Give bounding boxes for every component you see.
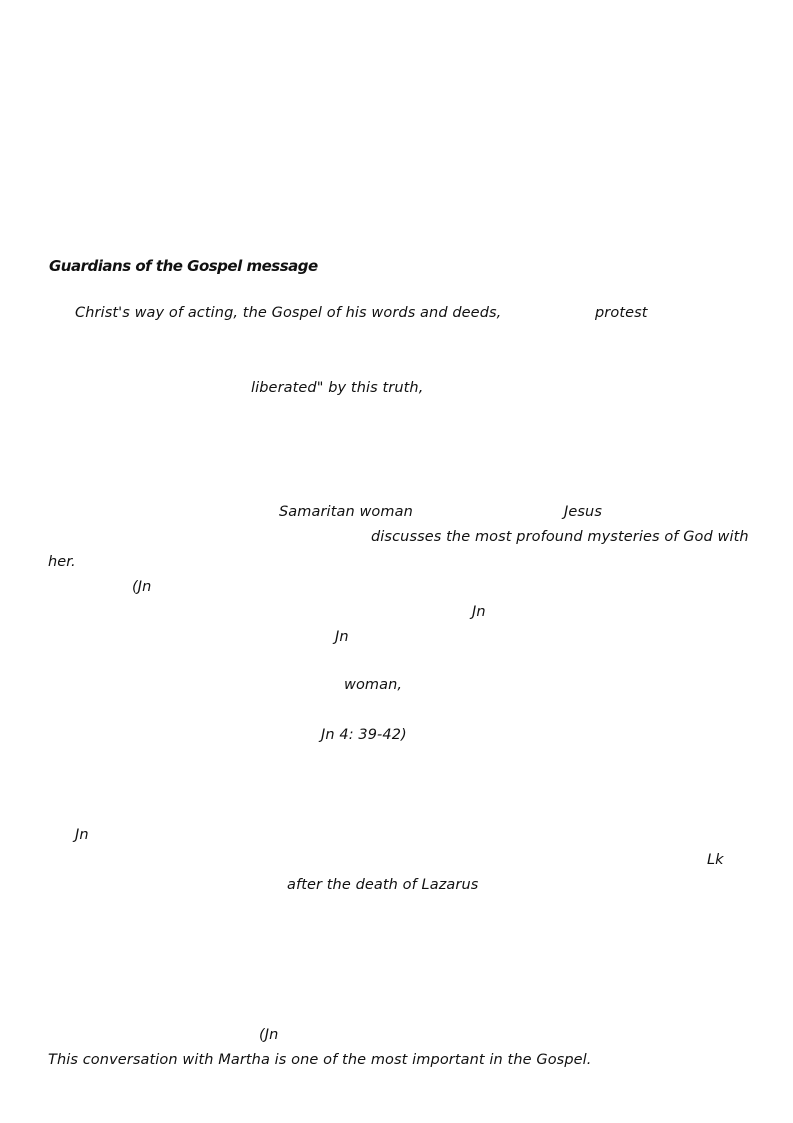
text-fragment: Lk [707,852,724,868]
text-fragment: Jn [75,827,89,843]
text-fragment: protest [595,305,648,321]
text-fragment: Jn [335,629,349,645]
text-fragment: woman, [344,677,403,693]
text-fragment: Jn 4: 39-42) [321,727,407,743]
text-fragment: Christ's way of acting, the Gospel of his words and deeds, [75,305,502,321]
text-fragment: discusses the most profound mysteries of God with [371,529,749,545]
text-fragment: after the death of Lazarus [287,877,479,893]
section-heading: Guardians of the Gospel message [49,257,318,275]
text-fragment: Samaritan woman [279,504,413,520]
text-fragment: This conversation with Martha is one of the most important in the Gospel. [48,1052,592,1068]
text-fragment: Jesus [564,504,602,520]
text-fragment: (Jn [132,579,152,595]
text-fragment: (Jn [259,1027,279,1043]
text-fragment: liberated" by this truth, [251,380,424,396]
text-fragment: her. [48,554,76,570]
text-fragment: Jn [472,604,486,620]
